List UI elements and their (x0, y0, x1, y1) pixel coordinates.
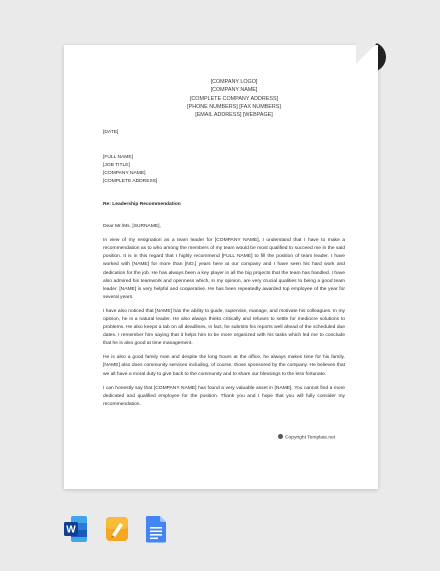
letterhead (123, 78, 345, 119)
letterhead-line: [COMPLETE COMPANY ADDRESS] (189, 95, 279, 102)
copyright-text: Copyright Template.net (285, 435, 336, 441)
word-icon[interactable] (64, 515, 88, 543)
recipient-line: [FULL NAME] (103, 154, 133, 160)
document-page (64, 45, 378, 489)
paragraph: I have also noticed that [NAME] has the ability to guide, supervise, manage, and motivate his colleagues. In my opinion, he is a natural leader. He also always thinks critically and refuses to settle for mediocre solutions to problems. He also keeps a tab on all deadlines, in fact, he submits his reports well ahead of the scheduled due dates. I remember him saying that it helps him to be more organized with his tasks which led me to conclude that he is also good at time management. (103, 308, 345, 347)
letterhead-line: [PHONE NUMBERS] [FAX NUMBERS] (187, 103, 281, 110)
svg-text:W: W (66, 524, 76, 536)
google-docs-icon[interactable] (144, 515, 168, 543)
paragraph: He is also a good family man and despite the long hours at the office, he always makes time for his family. [NAME] also does community services including, of course, those sponsored by the company. He believes that we all have a moral duty to give back to the community and to share our blessings to the less fortunate. (103, 355, 345, 377)
letterhead-line: [EMAIL ADDRESS] [WEBPAGE] (195, 112, 273, 119)
letterhead-line: [COMPANY NAME] (210, 87, 258, 94)
paragraph: In view of my resignation as a team leader for [COMPANY NAME], I understand that I have to make a recommendation as to who among the members of my team would be most qualified to succeed me in the said position. It is in this regard that I highly recommend [FULL NAME] to fill the position of team leader. I have worked with [NAME] for more than [NO.] years here at our company and I have seen his hard work and dedication for the job. He has always been a key player in all the big projects that the team has handled. I have also admired his teamwork and openness which, in my opinion, are very crucial qualities to being a good team leader. [NAME] is very helpful and cooperative. He has been repeatedly awarded top employee of the year for several years. (103, 238, 345, 300)
recipient-block (103, 154, 345, 186)
recipient-line: [COMPLETE ADDRESS] (103, 178, 158, 184)
copyright-icon (278, 434, 283, 439)
letterhead-line: [COMPANY LOGO] (210, 79, 258, 85)
paragraph: I can honestly say that [COMPANY NAME] has found a very valuable asset in [NAME]. You cannot find a more dedicated and qualified employee for the position. Thank you and I hope that you will fully consider my recommendation. (103, 385, 345, 407)
subject-line: Re: Leadership Recommendation (103, 201, 181, 207)
recipient-line: [COMPANY NAME] (103, 170, 146, 176)
letter-body (103, 78, 345, 409)
pages-icon[interactable] (105, 515, 129, 543)
copyright-notice (278, 434, 335, 441)
letter-date: [DATE] (103, 130, 119, 136)
salutation: Dear Mr./Ms. [SURNAME], (103, 224, 161, 230)
recipient-line: [JOB TITLE] (103, 162, 130, 168)
